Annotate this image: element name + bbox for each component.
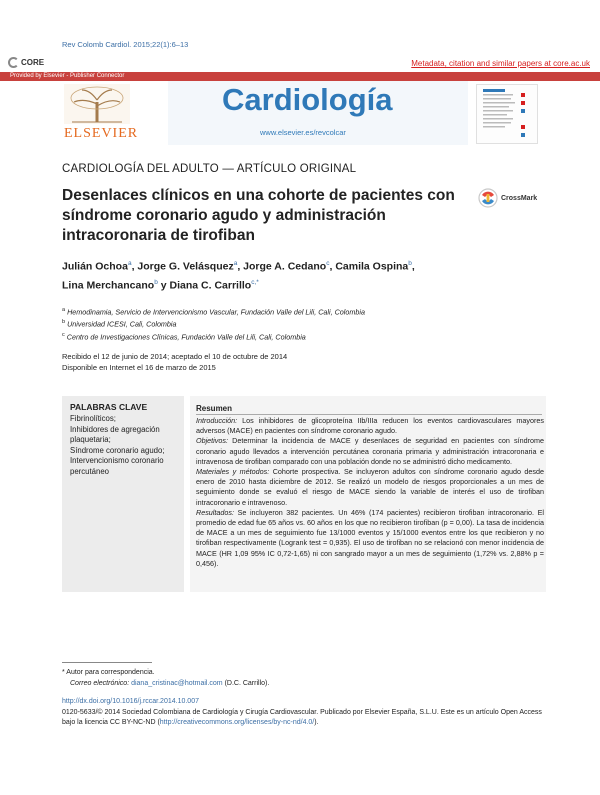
core-logo[interactable] [8,57,44,68]
abstract-divider [196,414,542,415]
author-name: Camila Ospina [335,260,409,273]
affiliation-item [62,317,542,329]
abstract-paragraph [196,416,544,436]
abstract-paragraph [196,508,544,569]
abstract-title: Resumen [196,404,233,413]
author-separator: y [157,279,170,291]
abstract-body [196,416,544,569]
journal-url-link[interactable]: www.elsevier.es/revcolcar [260,128,346,137]
author-separator: , [131,260,138,273]
core-icon [8,57,19,68]
article-section-label: CARDIOLOGÍA DEL ADULTO — ARTÍCULO ORIGINAL [62,163,357,175]
affiliation-text: Centro de Investigaciones Clínicas, Fundación Valle del Lili, Cali, Colombia [66,332,306,342]
core-metadata-link[interactable]: Metadata, citation and similar papers at core.ac.uk [411,59,590,68]
keyword-item: Inhibidores de agregación plaquetaria; [70,424,160,444]
keywords-title: PALABRAS CLAVE [70,402,148,412]
footnote-divider [62,662,152,663]
abstract-section-label: Materiales y métodos: [196,467,270,477]
abstract-paragraph [196,467,544,508]
abstract-section-text: Los inhibidores de glicoproteína IIb/IIIa reducen los eventos cardiovasculares mayores adversos (MACE) en pacientes con síndrome coronario agudo. [196,416,544,436]
keyword-item: Síndrome coronario agudo; [70,445,165,455]
crossmark-label: CrossMark [501,194,538,202]
abstract-section-text: Se incluyeron 382 pacientes. Un 46% (174 pacientes) recibieron tirofiban intracoronario. El promedio de edad fue 65 años vs. 60 años en los que no recibieron tirofiban (p = 0,00). La tasa de incidencia de MACE a un mes de seguimiento fue 13/1000 eventos y 15/1000 eventos entre los que recibieron y no tirofiban respectivamente (Logrank test = 0,935). El uso de tirofiban no se relacionó con menor incidencia de MACE (HR 1,09 95% IC 0,72-1,65) ni con sangrado mayor a un mes de seguimiento (1,72% vs. 2,88% p = 0,456). [196,507,544,568]
email-suffix: (D.C. Carrillo). [222,680,270,687]
article-title: Desenlaces clínicos en una cohorte de pacientes con síndrome coronario agudo y administración intracoronaria de tirofiban [62,187,455,244]
online-date: Disponible en Internet el 16 de marzo de 2015 [62,363,216,372]
provided-by-bar [0,72,600,81]
author-affiliation-mark[interactable]: c,* [251,278,259,286]
doi-link[interactable]: http://dx.doi.org/10.1016/j.rccar.2014.10.007 [62,698,199,705]
elsevier-tree-icon [64,84,130,124]
author-affiliation-mark[interactable]: b [408,260,412,267]
affiliation-item [62,330,542,342]
email-link[interactable]: diana_cristinac@hotmail.com [131,680,223,687]
keywords-list [70,414,180,477]
author-affiliation-mark[interactable]: b [154,278,158,286]
affiliation-list [62,305,542,342]
copyright-notice [62,708,546,728]
author-name: Lina Merchancano [62,279,155,291]
corresponding-author-note [62,667,542,689]
crossmark-badge[interactable] [478,188,537,208]
author-name: Diana C. Carrillo [169,279,252,291]
abstract-section-label: Objetivos: [196,436,228,446]
affiliation-text: Universidad ICESI, Cali, Colombia [67,319,177,329]
license-link[interactable]: http://creativecommons.org/licenses/by-nc-nd/4.0/ [159,719,315,726]
abstract-section-label: Resultados: [196,507,234,517]
affiliation-mark: a [62,307,66,313]
keyword-item: Intervencionismo coronario percutáneo [70,456,164,476]
author-name: Jorge G. Velásquez [137,260,234,273]
corresponding-label: * Autor para correspondencia. [62,669,155,676]
email-label: Correo electrónico: [70,680,130,687]
elsevier-logo-text: ELSEVIER [64,126,139,141]
crossmark-icon [478,188,498,208]
author-separator: , [411,260,415,273]
received-date: Recibido el 12 de junio de 2014; aceptado el 10 de octubre de 2014 [62,352,288,361]
author-separator: , [237,260,244,273]
provided-by-text: Provided by Elsevier - Publisher Connector [10,73,125,79]
core-label: CORE [21,58,45,67]
author-separator: , [329,260,336,273]
affiliation-text: Hemodinamia, Servicio de Intervencionismo Vascular, Fundación Valle del Lili, Cali, Colombia [67,307,365,317]
author-name: Julián Ochoa [62,260,128,273]
journal-reference: Rev Colomb Cardiol. 2015;22(1):6–13 [62,40,189,49]
keyword-item: Fibrinolíticos; [70,414,116,423]
article-dates [62,351,462,373]
affiliation-mark: b [62,319,66,326]
affiliation-mark: c [62,331,65,338]
author-list [62,256,542,293]
author-affiliation-mark[interactable]: a [233,260,238,267]
author-affiliation-mark[interactable]: a [127,260,132,267]
author-name: Jorge A. Cedano [243,260,327,273]
journal-name: Cardiología [222,82,393,117]
abstract-section-text: Cohorte prospectiva. Se incluyeron adultos con síndrome coronario agudo desde enero de 2010 hasta diciembre de 2012. Se realizó un modelo de riesgos proporcionales a un mes de seguimiento donde se evaluó el riesgo de MACE siendo la variable de interés el uso de tirofiban intracoronario e intravenoso. [196,467,545,507]
email-line [62,678,542,689]
journal-cover-thumbnail [476,84,538,144]
affiliation-item [62,305,542,317]
abstract-section-label: Introducción: [196,416,238,425]
abstract-paragraph [196,436,544,467]
author-affiliation-mark[interactable]: c [326,260,330,267]
copyright-text: 0120-5633/© 2014 Sociedad Colombiana de Cardiología y Cirugía Cardiovascular. Publicado por Elsevier España, S.L.U. Este es un artículo Open Access bajo la licencia CC BY-NC-ND ( [62,709,542,726]
abstract-section-text: Determinar la incidencia de MACE y desenlaces de seguridad en pacientes con síndrome coronario agudo llevados a intervención percutánea coronaria primaria y administración intracoronaria e intravenosa de tirofiban comparado con una población donde no se administró dicho medicamento. [196,436,544,466]
copyright-suffix: ). [314,719,319,726]
